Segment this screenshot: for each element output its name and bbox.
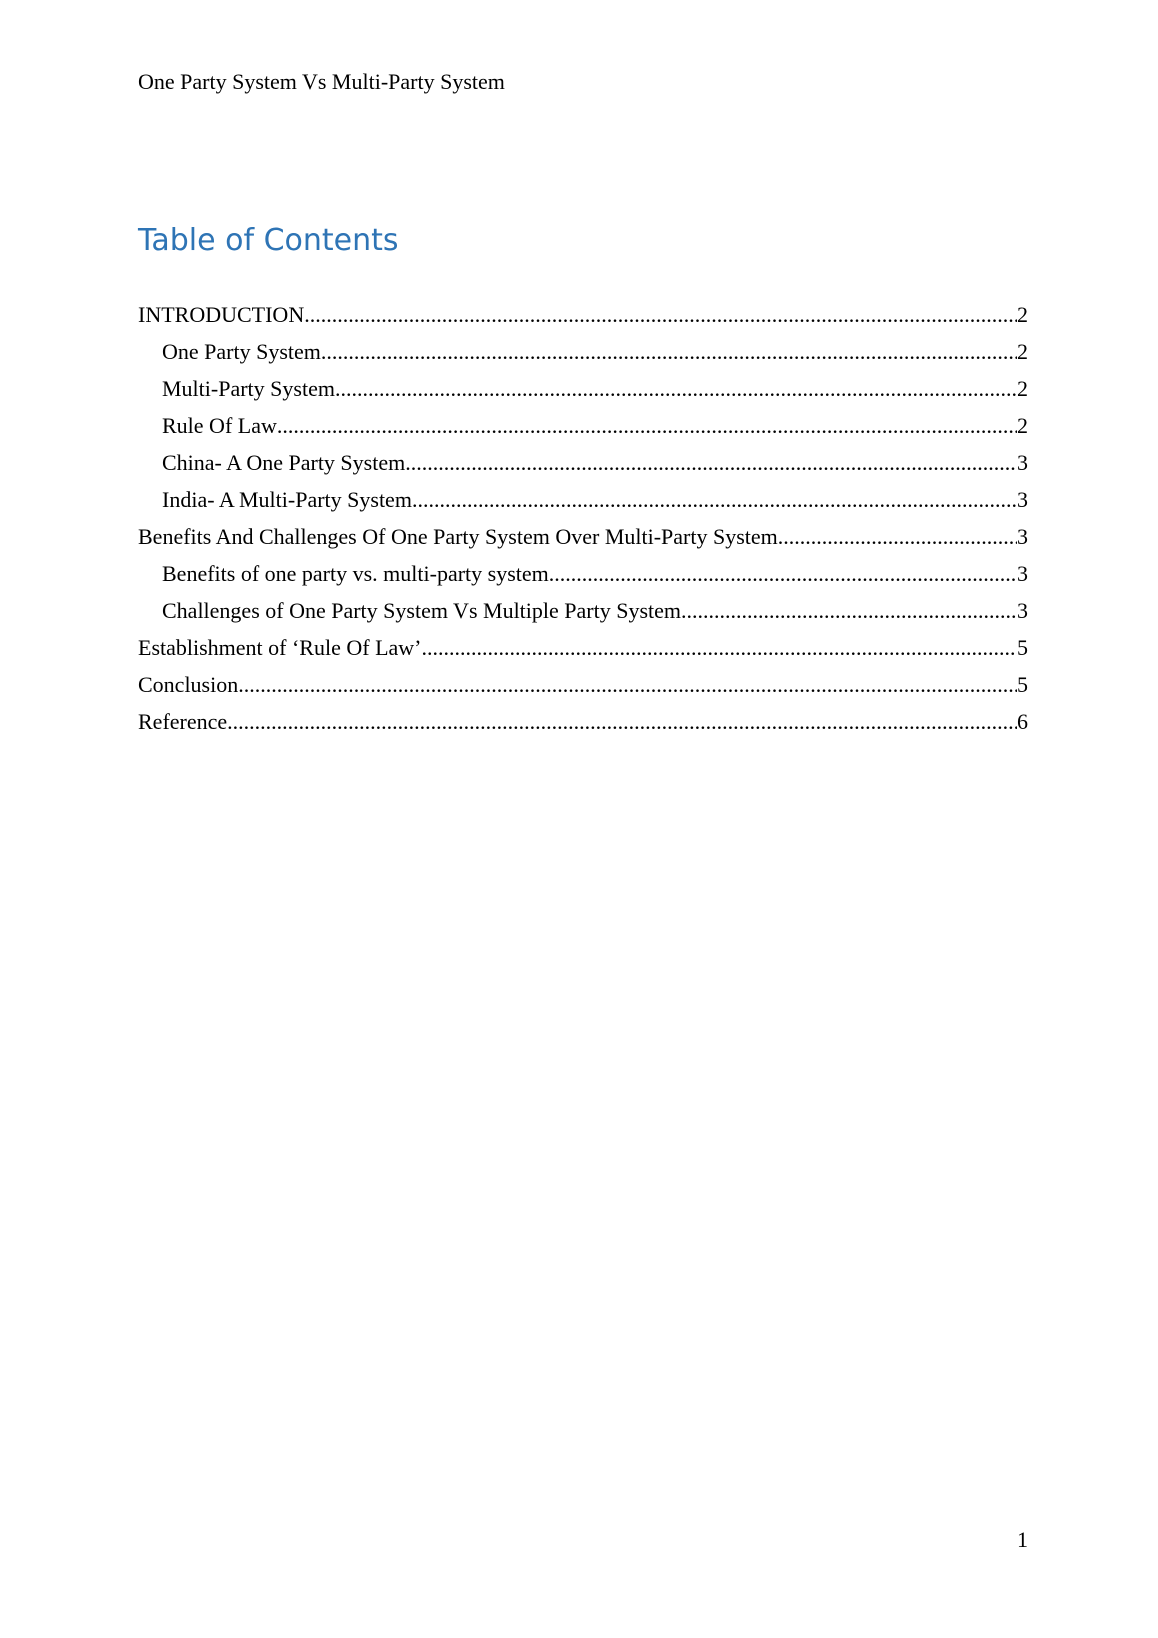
toc-entry-page: 3: [1017, 487, 1028, 512]
toc-entry-page: 2: [1017, 376, 1028, 401]
toc-entry-page: 2: [1017, 302, 1028, 327]
toc-entry-title: Establishment of ‘Rule Of Law’: [138, 635, 422, 660]
toc-entry-page: 3: [1017, 450, 1028, 475]
toc-entry-multi-party-system[interactable]: [138, 374, 1028, 411]
toc-entry-introduction[interactable]: [138, 300, 1028, 337]
toc-entry-title: Rule Of Law: [162, 413, 277, 438]
toc-leader-dots: [681, 596, 1017, 626]
toc-leader-dots: [321, 337, 1017, 367]
toc-entry-benefits[interactable]: [138, 559, 1028, 596]
toc-leader-dots: [422, 633, 1018, 663]
toc-entry-title: One Party System: [162, 339, 321, 364]
toc-leader-dots: [778, 522, 1017, 552]
toc-entry-title: Benefits And Challenges Of One Party System Over Multi-Party System: [138, 524, 778, 549]
toc-heading: Table of Contents: [138, 223, 399, 258]
toc-entry-page: 3: [1017, 598, 1028, 623]
toc-leader-dots: [277, 411, 1017, 441]
toc-entry-page: 2: [1017, 339, 1028, 364]
toc-entry-china[interactable]: [138, 448, 1028, 485]
toc-entry-rule-of-law[interactable]: [138, 411, 1028, 448]
toc-entry-establishment-rule-of-law[interactable]: [138, 633, 1028, 670]
toc-leader-dots: [335, 374, 1017, 404]
toc-entry-page: 5: [1017, 635, 1028, 660]
toc-entry-page: 3: [1017, 561, 1028, 586]
toc-leader-dots: [412, 485, 1017, 515]
table-of-contents: [138, 300, 1028, 744]
toc-entry-page: 5: [1017, 672, 1028, 697]
toc-entry-reference[interactable]: [138, 707, 1028, 744]
toc-entry-title: Challenges of One Party System Vs Multiple Party System: [162, 598, 682, 623]
toc-leader-dots: [405, 448, 1017, 478]
toc-entry-india[interactable]: [138, 485, 1028, 522]
page-number: 1: [1017, 1527, 1028, 1552]
toc-entry-title: Reference: [138, 709, 228, 734]
toc-entry-title: INTRODUCTION: [138, 302, 305, 327]
toc-entry-title: Multi-Party System: [162, 376, 335, 401]
toc-entry-title: India- A Multi-Party System: [162, 487, 412, 512]
toc-entry-benefits-and-challenges[interactable]: [138, 522, 1028, 559]
toc-entry-page: 6: [1017, 709, 1028, 734]
toc-entry-conclusion[interactable]: [138, 670, 1028, 707]
toc-entry-title: Benefits of one party vs. multi-party system: [162, 561, 549, 586]
toc-entry-title: Conclusion: [138, 672, 239, 697]
toc-leader-dots: [227, 707, 1017, 737]
page-header-title: One Party System Vs Multi-Party System: [138, 69, 505, 94]
toc-entry-title: China- A One Party System: [162, 450, 406, 475]
toc-entry-page: 2: [1017, 413, 1028, 438]
toc-entry-page: 3: [1017, 524, 1028, 549]
toc-leader-dots: [304, 300, 1017, 330]
toc-entry-challenges[interactable]: [138, 596, 1028, 633]
toc-leader-dots: [549, 559, 1017, 589]
toc-leader-dots: [238, 670, 1017, 700]
toc-entry-one-party-system[interactable]: [138, 337, 1028, 374]
